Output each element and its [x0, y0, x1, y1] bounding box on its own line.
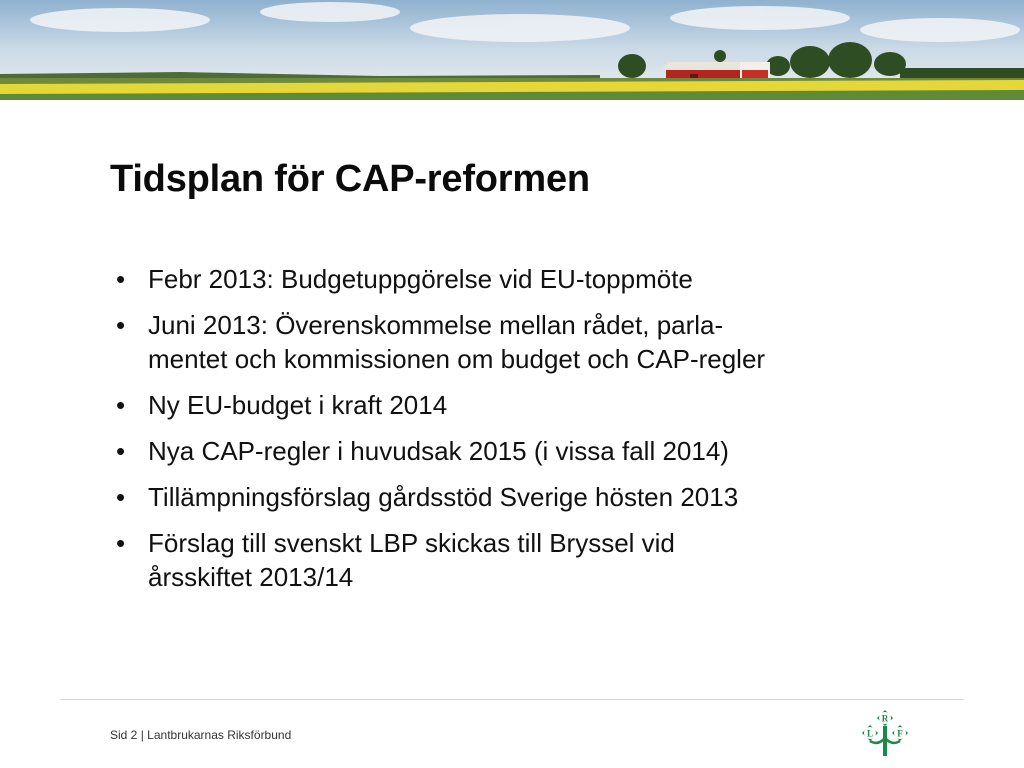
bullet-marker: • [116, 436, 126, 466]
footer-text [110, 728, 291, 742]
page-number: Sid 2 [110, 728, 138, 742]
bullet-item [112, 262, 992, 296]
bullet-list [112, 262, 992, 606]
bullet-text-line: Förslag till svenskt LBP skickas till Bryssel vid [148, 528, 675, 558]
bullet-marker: • [116, 528, 126, 558]
bullet-item [112, 526, 992, 594]
bullet-marker: • [116, 310, 126, 340]
bullet-text-line: årsskiftet 2013/14 [148, 562, 354, 592]
slide-title: Tidsplan för CAP-reformen [110, 158, 590, 200]
logo-letter-r: R [881, 713, 889, 724]
bullet-item [112, 308, 992, 376]
bullet-item [112, 480, 992, 514]
bullet-text-line: Tillämpningsförslag gårdsstöd Sverige hösten 2013 [148, 482, 739, 512]
footer-divider [60, 699, 964, 700]
bullet-text-line: Febr 2013: Budgetuppgörelse vid EU-toppmöte [148, 264, 693, 294]
bullet-item [112, 434, 992, 468]
bullet-marker: • [116, 390, 126, 420]
logo-letter-f: F [897, 728, 903, 739]
bullet-item [112, 388, 992, 422]
bullet-text-line: mentet och kommissionen om budget och CAP-regler [148, 344, 766, 374]
bullet-text-line: Nya CAP-regler i huvudsak 2015 (i vissa fall 2014) [148, 436, 729, 466]
bullet-text-line: Juni 2013: Överenskommelse mellan rådet, parla- [148, 310, 724, 340]
logo-letter-l: L [866, 728, 874, 739]
bullet-marker: • [116, 482, 126, 512]
bullet-text-line: Ny EU-budget i kraft 2014 [148, 390, 448, 420]
footer-separator: | [140, 728, 144, 742]
lrf-logo-icon [858, 708, 912, 758]
bullet-marker: • [116, 264, 126, 294]
header-landscape-banner [0, 0, 1024, 100]
organization-name: Lantbrukarnas Riksförbund [147, 728, 292, 742]
